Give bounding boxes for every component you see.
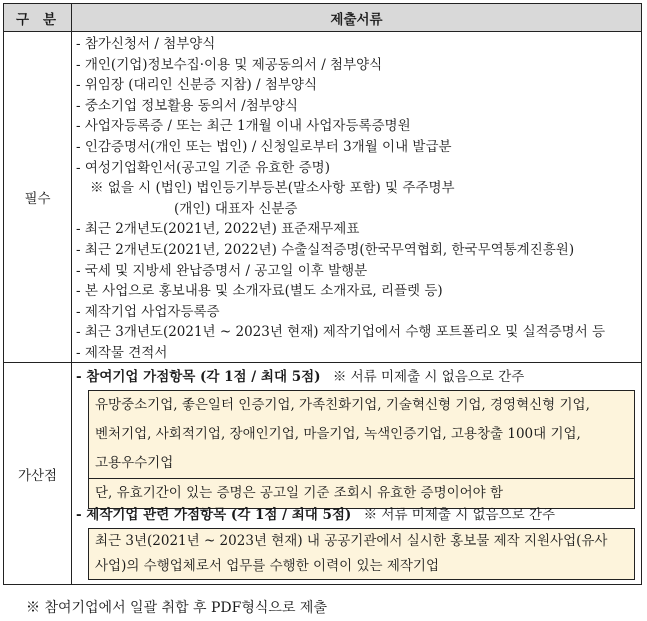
list-item: - 개인(기업)정보수집·이용 및 제공동의서 / 첨부양식 [76, 56, 383, 73]
list-item: - 중소기업 정보활용 동의서 /첨부양식 [76, 97, 298, 114]
list-item: - 최근 3개년도(2021년 ~ 2023년 현재) 제작기업에서 수행 포트폴리오 및 실적증명서 등 [76, 324, 606, 341]
box-line: 최근 3년(2021년 ~ 2023년 현재) 내 공공기관에서 실시한 홍보물 제작 지원사업(유사 [95, 533, 608, 549]
list-item-note: ※ 없을 시 (법인) 법인등기부등본(말소사항 포함) 및 주주명부 [90, 180, 455, 197]
header-documents: 제출서류 [330, 12, 383, 28]
bonus-section1-title: - 참여기업 가점항목 (각 1점 / 최대 5점) [76, 369, 321, 385]
box-line: 사업)의 수행업체로서 업무를 수행한 이력이 있는 제작기업 [95, 558, 439, 574]
list-item: - 인감증명서(개인 또는 법인) / 신청일로부터 3개월 이내 발급분 [76, 138, 452, 155]
list-item: - 제작기업 사업자등록증 [76, 303, 220, 320]
column-divider [71, 4, 72, 584]
submission-documents-table [3, 3, 642, 585]
bonus-section1-box [88, 390, 635, 509]
list-item: - 제작물 견적서 [76, 344, 168, 361]
list-item-note: (개인) 대표자 신분증 [174, 200, 298, 217]
bonus-section2-title-row [76, 504, 637, 526]
bonus-section2-note: ※ 서류 미제출 시 없음으로 간주 [363, 507, 556, 523]
list-item: - 본 사업으로 홍보내용 및 소개자료(별도 소개자료, 리플렛 등) [76, 283, 443, 300]
box-line: 유망중소기업, 좋은일터 인증기업, 가족친화기업, 기술혁신형 기업, 경영혁신형 기업, [95, 397, 590, 413]
list-item: - 사업자등록증 / 또는 최근 1개월 이내 사업자등록증명원 [76, 118, 411, 135]
bonus-section1-box-content [89, 391, 634, 478]
box-note: 단, 유효기간이 있는 증명은 공고일 기준 조회시 유효한 증명이어야 함 [95, 485, 504, 501]
box-line: 벤처기업, 사회적기업, 장애인기업, 마을기업, 녹색인증기업, 고용창출 100대 기업, [95, 426, 581, 442]
list-item: - 참가신청서 / 첨부양식 [76, 36, 216, 52]
required-documents-list [76, 34, 637, 364]
list-item: - 여성기업확인서(공고일 기준 유효한 증명) [76, 159, 330, 176]
header-category: 구분 [15, 12, 71, 28]
bonus-section2-title: - 제작기업 관련 가점항목 (각 1점 / 최대 5점) [76, 507, 352, 523]
list-item: - 위임장 (대리인 신분증 지참) / 첨부양식 [76, 77, 318, 94]
table-header [4, 4, 641, 32]
bonus-section1-title-row [76, 366, 637, 388]
category-bonus: 가산점 [17, 467, 58, 484]
category-required: 필수 [24, 191, 51, 207]
bonus-section1-note: ※ 서류 미제출 시 없음으로 간주 [332, 369, 525, 385]
list-item: - 국세 및 지방세 완납증명서 / 공고일 이후 발행분 [76, 262, 368, 279]
bonus-section2-box [88, 528, 635, 580]
box-line: 고용우수기업 [95, 455, 174, 471]
bonus-section2-box-content [89, 529, 634, 579]
footnote: ※ 참여기업에서 일괄 취합 후 PDF형식으로 제출 [26, 600, 327, 616]
list-item: - 최근 2개년도(2021년, 2022년) 수출실적증명(한국무역협회, 한국무역통계진흥원) [76, 241, 575, 258]
list-item: - 최근 2개년도(2021년, 2022년) 표준재무제표 [76, 221, 360, 238]
